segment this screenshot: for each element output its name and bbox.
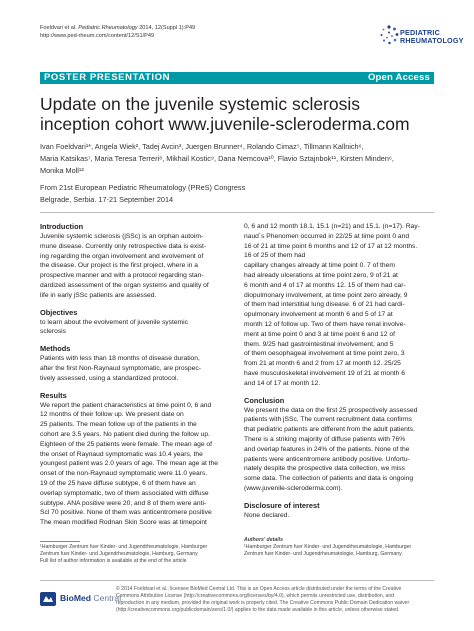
footnote-rule-left bbox=[40, 541, 80, 542]
objectives-body: to learn about the evolvement of juvenile systemic sclerosis bbox=[40, 318, 188, 336]
dots-logo-icon bbox=[378, 24, 400, 46]
journal-logo bbox=[378, 24, 464, 52]
results-body: We report the patient characteristics at time point 0, 6 and 12 months of their follow up. We present date on 25 patients. The mean follow up of the patients in the cohort are 3.5 years. No patient died during the follow up. Eighteen of the 25 patients were female. The mean age of the onset of Raynaud symptomatic was 10.4 years, the youngest patient was 2.0 years of age. The mean age at the onset of the non-Raynaud symptomatic were 11.0 years. 19 of the 25 have diffuse subtype, 6 of them have an overlap symptomatic, two of them associated with diffuse subtype. ANA positive were 20, and 8 of them were anti- Scl 70 positive. None of them was anticentromere positive The mean modified Rodnan Skin Score was at timepoint bbox=[40, 401, 218, 527]
affiliation-footnote: ¹Hamburger Zentrum fuer Kinder- und Jugendrheumatologie, Hamburger Zentrum fuer Kinder- und Jugendrheumatologie, Hamburg, Germany Full list of author information is available at the end of the article bbox=[40, 544, 208, 565]
publisher-name: BioMed Central bbox=[60, 593, 122, 603]
author-list: Ivan Foeldvari¹*, Angela Wiek², Tadej Avcin³, Juergen Brunner⁴, Rolando Cimaz⁵, Tillmann Kallnich⁶, Maria Katsikas⁷, Maria Teresa Terreri⁸, Mikhail Kostic⁹, Dana Nemcova¹⁰, Flavio Sztajnbok¹¹, Kirsten Minden⁶, Monika Moll¹² bbox=[40, 142, 394, 175]
methods-heading: Methods bbox=[40, 344, 71, 354]
poster-presentation-label: POSTER PRESENTATION bbox=[44, 72, 171, 83]
biomed-central-logo-icon bbox=[40, 592, 56, 606]
introduction-heading: Introduction bbox=[40, 222, 84, 231]
journal-name: Pediatric Rheumatology bbox=[78, 25, 138, 31]
article-title: Update on the juvenile systemic sclerosis inception cohort www.juvenile-scleroderma.com bbox=[40, 94, 410, 134]
authors-details-heading: Authors' details bbox=[244, 537, 283, 543]
disclosure-heading: Disclosure of interest bbox=[244, 500, 320, 510]
citation-header bbox=[40, 24, 195, 40]
right-column bbox=[244, 222, 434, 521]
header-divider bbox=[40, 212, 434, 213]
results-heading: Results bbox=[40, 390, 67, 400]
article-url[interactable]: http://www.ped-rheum.com/content/12/S1/P49 bbox=[40, 33, 155, 39]
publisher-logo bbox=[40, 591, 122, 607]
license-statement: © 2014 Foeldvari et al.; licensee BioMed Central Ltd. This is an Open Access article distributed under the terms of the Creative Commons Attribution License (http://creativecommons.org/licenses/by/4.0), which permits unrestricted use, distribution, and reproduction in any medium, provided the original work is properly cited. The Creative Commons Public Domain Dedication waiver (http://creativecommons.org/publicdomain/zero/1.0/) applies to the data made available in this article, unless otherwise stated. bbox=[116, 586, 410, 613]
objectives-heading: Objectives bbox=[40, 307, 78, 317]
conclusion-heading: Conclusion bbox=[244, 395, 285, 405]
disclosure-body: None declared. bbox=[244, 511, 290, 519]
open-access-label: Open Access bbox=[367, 72, 430, 83]
journal-logo-text: PEDIATRIC RHEUMATOLOGY bbox=[400, 28, 464, 46]
footer-divider bbox=[40, 580, 434, 581]
methods-body: Patients with less than 18 months of disease duration, after the first Non-Raynaud symptomatic, are prospec- tively assessed, using a standardized protocol. bbox=[40, 355, 201, 382]
citation-line: Foeldvari et al. Pediatric Rheumatology 2014, 12(Suppl 1):P49 bbox=[40, 25, 196, 31]
results-continued-body: 0, 6 and 12 month 18.1, 15.1 (n=21) and 15.1. (n=17). Ray- naud´s Phenomen occurred in 22/25 at time point 0 and 16 of 21 at time point 6 months and 12 of 17 at 12 months. 16 of 25 of them had capillary changes already at time point 0. 7 of them had already ulcerations at time point zero, 9 of 21 at 6 month and 4 of 17 at months 12. 15 of them had car- diopulmonary involvement, at time point zero already, 9 of them had interstitial lung disease. 6 of 21 had cardi- opulmonary involvement at month 6 and 5 of 17 at month 12 of follow up. Two of them have renal involve- ment at time point 0 and 3 at time point 6 and 12 of them. 9/25 had gastrointestinal involvement, and 5 of them oesophageal involvement at time point zero, 3 from 21 at month 6 and 2 from 17 at month 12. 25/25 have musculoskeletal involvement 19 of 21 at month 6 and 14 of 17 at month 12. bbox=[244, 223, 420, 387]
introduction-body: Juvenile systemic sclerosis (jSSc) is an orphan autoim- mune disease. Currently only retrospective data is exist- ing regarding the organ involvement and evolvement of the disease. Our project is the first project, where in a prospective manner and with a protocol regarding stan- dardized assessment of the organ systems and quality of life in early jSSc patients are assessed. bbox=[40, 233, 209, 299]
authors-details: Authors' details ¹Hamburger Zentrum fuer Kinder- und Jugendrheumatologie, Hamburger Zentrum fuer Kinder- und Jugendrheumatologie, Hamburg, Germany. bbox=[244, 537, 440, 559]
conference-source: From 21st European Pediatric Rheumatology (PReS) Congress Belgrade, Serbia. 17-21 September 2014 bbox=[40, 183, 246, 204]
section-banner bbox=[40, 72, 434, 84]
left-column bbox=[40, 222, 230, 528]
conclusion-body: We present the data on the first 25 prospectively assessed patients with jSSc. The current recruitment data confirms that pediatric patients are different from the adult patients. There is a striking majority of diffuse patients with 76% and overlap features in 24% of the patients. None of the patients were anticentromere antibody positive. Unfortu- nately despite the prospective data collection, we miss some data. The collection of patients and data is ongoing (www.juvenile-scleroderma.com). bbox=[244, 406, 418, 492]
